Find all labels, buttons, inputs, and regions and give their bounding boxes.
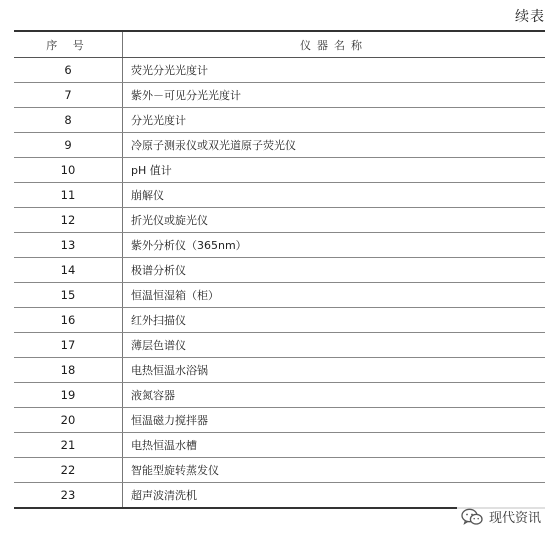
row-instrument-name: 薄层色谱仪	[123, 333, 546, 358]
table-row	[14, 233, 545, 258]
wechat-icon	[461, 508, 483, 526]
table-row	[14, 283, 545, 308]
row-serial-number: 19	[14, 383, 123, 408]
table-row	[14, 108, 545, 133]
row-serial-number: 9	[14, 133, 123, 158]
table-row	[14, 433, 545, 458]
table-row	[14, 183, 545, 208]
header-serial-number: 序 号	[14, 31, 123, 58]
row-instrument-name: 恒温磁力搅拌器	[123, 408, 546, 433]
row-serial-number: 16	[14, 308, 123, 333]
row-serial-number: 10	[14, 158, 123, 183]
row-instrument-name: 电热恒温水浴锅	[123, 358, 546, 383]
continued-label: 续表	[515, 9, 545, 25]
row-instrument-name: 折光仪或旋光仪	[123, 208, 546, 233]
table-row	[14, 458, 545, 483]
row-serial-number: 14	[14, 258, 123, 283]
table-row	[14, 133, 545, 158]
row-instrument-name: 冷原子测汞仪或双光道原子荧光仪	[123, 133, 546, 158]
row-instrument-name: 分光光度计	[123, 108, 546, 133]
table-row	[14, 358, 545, 383]
table-row	[14, 308, 545, 333]
table-row	[14, 208, 545, 233]
table-body	[14, 58, 545, 509]
row-instrument-name: 极谱分析仪	[123, 258, 546, 283]
header-instrument-name: 仪器名称	[123, 31, 546, 58]
row-serial-number: 21	[14, 433, 123, 458]
table-row	[14, 333, 545, 358]
row-instrument-name: 紫外分析仪（365nm）	[123, 233, 546, 258]
table-row	[14, 158, 545, 183]
row-serial-number: 6	[14, 58, 123, 83]
row-serial-number: 23	[14, 483, 123, 509]
row-instrument-name: 恒温恒湿箱（柜）	[123, 283, 546, 308]
row-instrument-name: 超声波清洗机	[123, 483, 546, 509]
row-instrument-name: pH 值计	[123, 158, 546, 183]
row-instrument-name: 荧光分光光度计	[123, 58, 546, 83]
table-header-row	[14, 31, 545, 58]
row-instrument-name: 电热恒温水槽	[123, 433, 546, 458]
row-instrument-name: 紫外－可见分光光度计	[123, 83, 546, 108]
row-instrument-name: 崩解仪	[123, 183, 546, 208]
table-row	[14, 408, 545, 433]
row-instrument-name: 红外扫描仪	[123, 308, 546, 333]
row-instrument-name: 智能型旋转蒸发仪	[123, 458, 546, 483]
row-serial-number: 17	[14, 333, 123, 358]
row-instrument-name: 液氮容器	[123, 383, 546, 408]
row-serial-number: 20	[14, 408, 123, 433]
row-serial-number: 13	[14, 233, 123, 258]
table-row	[14, 83, 545, 108]
row-serial-number: 22	[14, 458, 123, 483]
row-serial-number: 18	[14, 358, 123, 383]
row-serial-number: 11	[14, 183, 123, 208]
watermark	[457, 505, 545, 528]
table-row	[14, 383, 545, 408]
row-serial-number: 15	[14, 283, 123, 308]
row-serial-number: 12	[14, 208, 123, 233]
table-row	[14, 58, 545, 83]
row-serial-number: 8	[14, 108, 123, 133]
watermark-text: 现代资讯	[488, 511, 541, 526]
table-row	[14, 258, 545, 283]
row-serial-number: 7	[14, 83, 123, 108]
instrument-table	[14, 30, 545, 509]
